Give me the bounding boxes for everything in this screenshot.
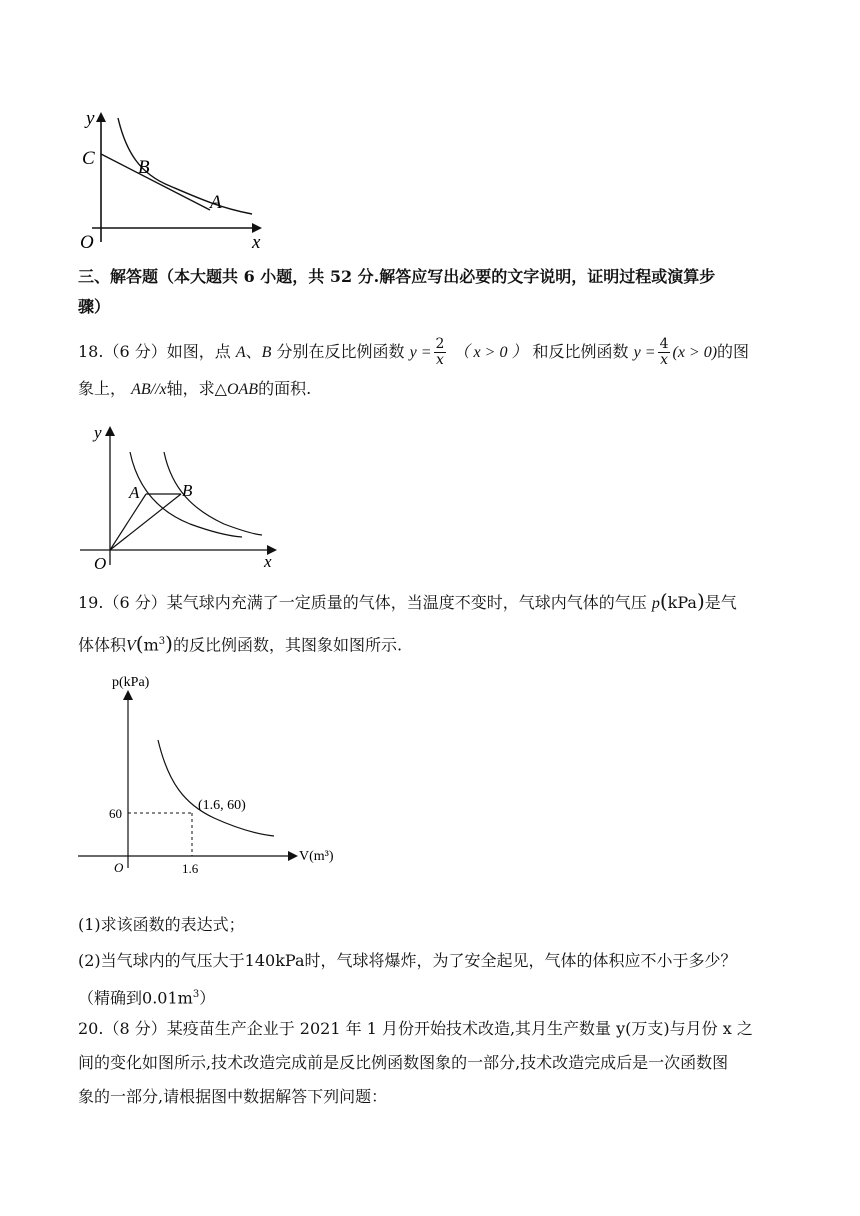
q18-func1-den: x xyxy=(436,352,444,368)
label-c: C xyxy=(82,148,95,169)
q19-part2-c-open: （精确到 xyxy=(78,988,143,1008)
q19-v-exp: 3 xyxy=(158,636,166,647)
label-a: A xyxy=(210,192,222,213)
q18-text4: 的图 xyxy=(717,342,750,361)
q18-func1-num: 2 xyxy=(435,336,445,352)
q18-line2-c: 的面积. xyxy=(258,379,312,398)
label-y: y xyxy=(86,108,95,129)
q18-point-a: A xyxy=(235,344,246,361)
label-a: A xyxy=(129,483,140,502)
q19-line2-b: 的反比例函数，其图象如图所示. xyxy=(172,635,403,655)
q18-number: 18. xyxy=(78,342,104,361)
q19-text2: 是气 xyxy=(704,593,737,612)
q18-text2: 分别在反比例函数 xyxy=(276,342,405,361)
q19-v-var: V xyxy=(126,637,136,655)
point-label: (1.6, 60) xyxy=(198,798,246,813)
q18-func2-num: 4 xyxy=(659,336,669,352)
q19-p-unit: kPa xyxy=(667,593,697,612)
question-19-parts xyxy=(78,910,798,1013)
q19-p-var: p xyxy=(651,595,660,612)
q18-text3: 和反比例函数 xyxy=(532,342,629,361)
q18-sep: 、 xyxy=(245,342,262,361)
q19-part2-c-val: 0.01m xyxy=(142,988,193,1008)
tick-x-1-6: 1.6 xyxy=(182,861,199,876)
q19-part2-c-exp: 3 xyxy=(192,989,200,1000)
figure-3-graph xyxy=(74,668,359,880)
section-heading xyxy=(78,262,798,322)
q18-oab: OAB xyxy=(226,381,259,398)
figure-1-graph xyxy=(70,102,280,252)
label-y: y xyxy=(94,423,102,442)
q19-part1: (1)求该函数的表达式； xyxy=(78,915,245,934)
tick-y-60: 60 xyxy=(109,806,122,821)
q20-line2: 间的变化如图所示,技术改造完成前是反比例函数图象的一部分,技术改造完成后是一次函数图 xyxy=(78,1053,729,1072)
segment-oa xyxy=(110,494,146,550)
q19-part2-b: 时，气球将爆炸，为了安全起见，气体的体积应不小于多少？ xyxy=(304,951,737,970)
question-18-line1 xyxy=(78,336,798,369)
section-heading-line1: 三、解答题（本大题共 6 小题，共 52 分.解答应写出必要的文字说明，证明过程或演算步 xyxy=(78,267,716,286)
label-o: O xyxy=(94,554,107,573)
segment-ob xyxy=(110,494,181,550)
question-19-line1: 19.（6 分）某气球内充满了一定质量的气体，当温度不变时，气球内气体的气压 p(kPa)是气 xyxy=(78,589,737,613)
q19-score: （6 分） xyxy=(103,593,167,612)
question-18 xyxy=(78,336,798,406)
question-19-line2: 体体积$V(m^3)$的反比例函数，其图象如图所示. xyxy=(78,631,403,656)
q18-func2-fraction xyxy=(658,337,671,368)
q20-line1: 20.（8 分）某疫苗生产企业于 2021 年 1 月份开始技术改造,其月生产数量 y(万支)与月份 x 之 xyxy=(78,1019,753,1038)
q18-line2-b: 轴，求△ xyxy=(166,379,227,398)
pressure-volume-curve xyxy=(158,740,274,836)
q18-score: （6 分） xyxy=(103,342,167,361)
line-cb xyxy=(101,154,210,210)
q18-func1-fraction xyxy=(434,337,447,368)
figure-2-graph xyxy=(80,420,285,575)
label-b: B xyxy=(182,481,193,500)
question-19 xyxy=(78,582,798,665)
q18-func1-lhs: y = xyxy=(409,344,432,361)
question-18-line2 xyxy=(78,373,798,406)
q19-part2-a: (2)当气球内的气压大于 xyxy=(78,951,245,970)
q19-line2-a: 体体积 xyxy=(78,635,127,655)
label-b: B xyxy=(138,157,150,178)
q19-part2-c-close: ） xyxy=(199,988,216,1008)
q20-line3: 象的一部分,请根据图中数据解答下列问题： xyxy=(78,1087,388,1106)
question-20 xyxy=(78,1012,798,1114)
q19-text1: 某气球内充满了一定质量的气体，当温度不变时，气球内气体的气压 xyxy=(166,593,647,612)
q18-func2-lhs: y = xyxy=(633,344,656,361)
q19-part2-val: 140kPa xyxy=(244,951,305,970)
q18-func2-den: x xyxy=(660,352,668,368)
q18-ab-parallel: AB//x xyxy=(131,381,167,398)
q19-number: 19. xyxy=(78,593,104,612)
section-heading-line2: 骤） xyxy=(78,297,111,316)
label-o: O xyxy=(80,232,94,252)
x-axis-label: V(m³) xyxy=(299,849,334,864)
q18-text1: 如图，点 xyxy=(166,342,231,361)
origin-label: O xyxy=(114,860,124,875)
q19-part2-precision xyxy=(78,980,798,1013)
q18-cond2: (x > 0) xyxy=(672,344,718,361)
q18-cond1: （ x > 0 ） xyxy=(453,344,528,361)
q18-point-b: B xyxy=(261,344,272,361)
label-x: x xyxy=(252,232,261,252)
label-x: x xyxy=(264,552,272,571)
q19-v-unit: m xyxy=(143,635,159,655)
q19-part2 xyxy=(78,946,798,976)
q18-line2-a: 象上， xyxy=(78,379,127,398)
y-axis-label: p(kPa) xyxy=(112,675,150,690)
